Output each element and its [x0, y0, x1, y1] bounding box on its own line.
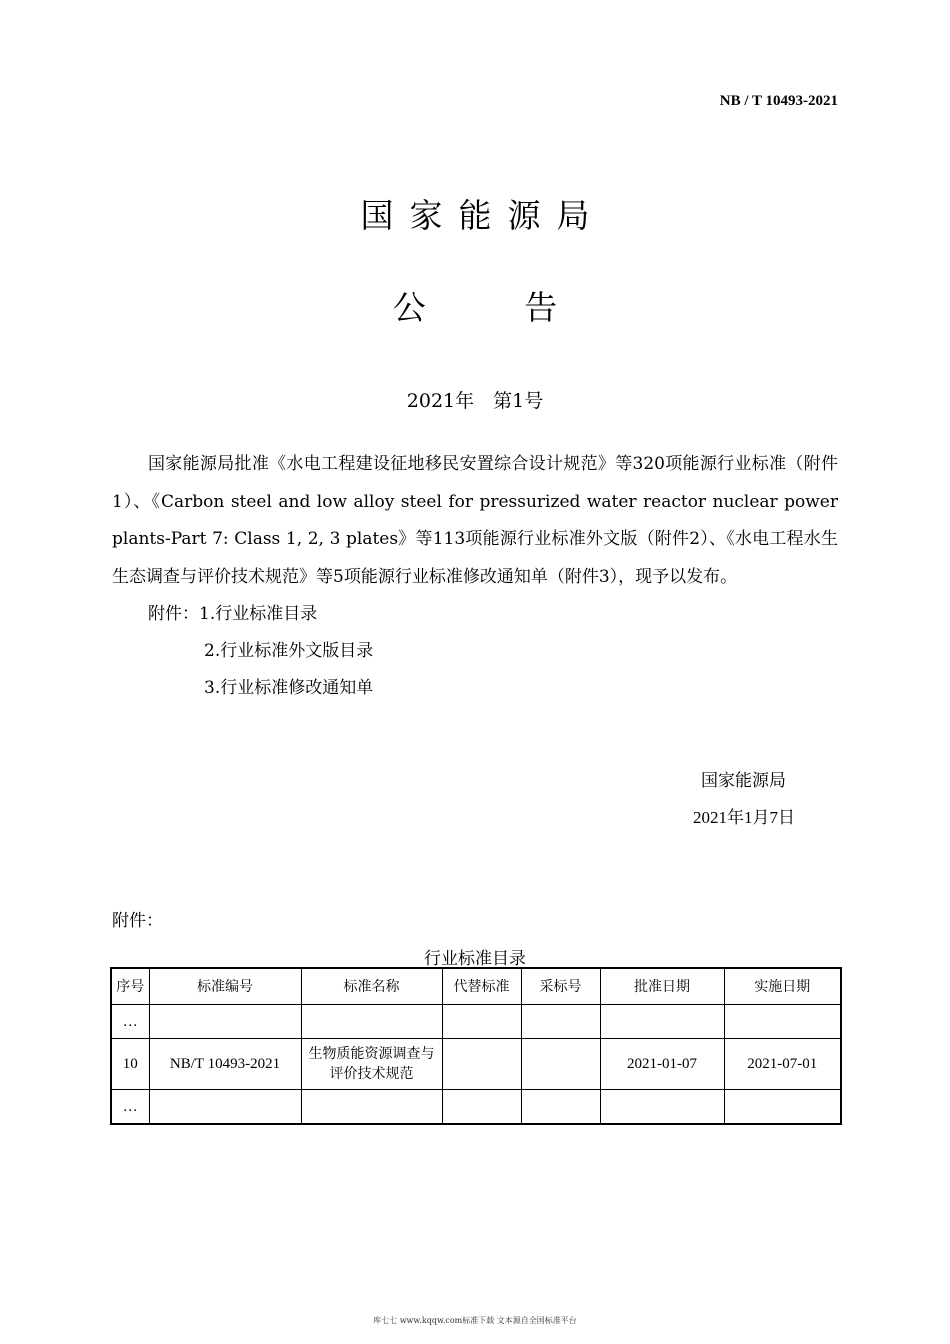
table-row: [111, 1039, 841, 1090]
table-cell: [442, 1039, 521, 1090]
column-header: 实施日期: [724, 968, 841, 1005]
table-cell: 10: [111, 1039, 149, 1090]
table-cell: …: [111, 1090, 149, 1125]
attachment-item: 2.行业标准外文版目录: [204, 641, 374, 661]
table-header-row: [111, 968, 841, 1005]
table-cell: 2021-01-07: [600, 1039, 724, 1090]
table-cell: [149, 1005, 301, 1039]
attachment-item: 3.行业标准修改通知单: [204, 678, 374, 698]
table-title: 行业标准目录: [424, 949, 526, 969]
table-cell: [521, 1005, 600, 1039]
standards-table: [110, 967, 842, 1125]
table-cell: [521, 1039, 600, 1090]
table-cell: …: [111, 1005, 149, 1039]
annex-label: 附件：: [112, 911, 163, 931]
issue-date: 2021年1月7日: [693, 808, 795, 827]
table-cell: [149, 1090, 301, 1125]
table-cell: [600, 1005, 724, 1039]
table-cell: [724, 1005, 841, 1039]
table-cell: NB/T 10493-2021: [149, 1039, 301, 1090]
standard-code: NB / T 10493-2021: [719, 93, 838, 109]
announcement-paragraph: 国家能源局批准《水电工程建设征地移民安置综合设计规范》等320项能源行业标准（附件1）、《Carbon steel and low alloy steel for pressurized water reactor nuclear power plants-Part 7: Class 1, 2, 3 plates》等113项能源行业标准外文版（附件2）、《水电工程水生生态调查与评价技术规范》等5项能源行业标准修改通知单（附件3），现予以发布。: [112, 454, 838, 587]
document-type-title: 公 告: [392, 288, 602, 327]
table-row: [111, 1090, 841, 1125]
issuer-signature: 国家能源局: [701, 771, 786, 791]
table-cell: [442, 1005, 521, 1039]
column-header: 标准名称: [301, 968, 442, 1005]
table-cell: [442, 1090, 521, 1125]
table-cell: [521, 1090, 600, 1125]
column-header: 代替标准: [442, 968, 521, 1005]
table-cell: [600, 1090, 724, 1125]
attachments-prefix: 附件：: [148, 604, 199, 624]
column-header: 批准日期: [600, 968, 724, 1005]
table-cell: [301, 1090, 442, 1125]
table-cell: [724, 1090, 841, 1125]
attachment-item: 1.行业标准目录: [199, 604, 318, 624]
agency-title: 国家能源局: [360, 196, 606, 235]
column-header: 采标号: [521, 968, 600, 1005]
table-cell: [301, 1005, 442, 1039]
attachment-line-1: [112, 596, 838, 633]
attachment-line-2: [112, 633, 838, 670]
table-cell: 生物质能资源调查与评价技术规范: [301, 1039, 442, 1090]
attachment-line-3: [112, 670, 838, 707]
column-header: 序号: [111, 968, 149, 1005]
announcement-body: [112, 446, 838, 707]
issue-number: 2021年 第1号: [406, 390, 544, 412]
table-row: [111, 1005, 841, 1039]
page-footer: 库七七 www.kqqw.com标准下载 文本源自全国标准平台: [373, 1316, 577, 1325]
table-cell: 2021-07-01: [724, 1039, 841, 1090]
column-header: 标准编号: [149, 968, 301, 1005]
